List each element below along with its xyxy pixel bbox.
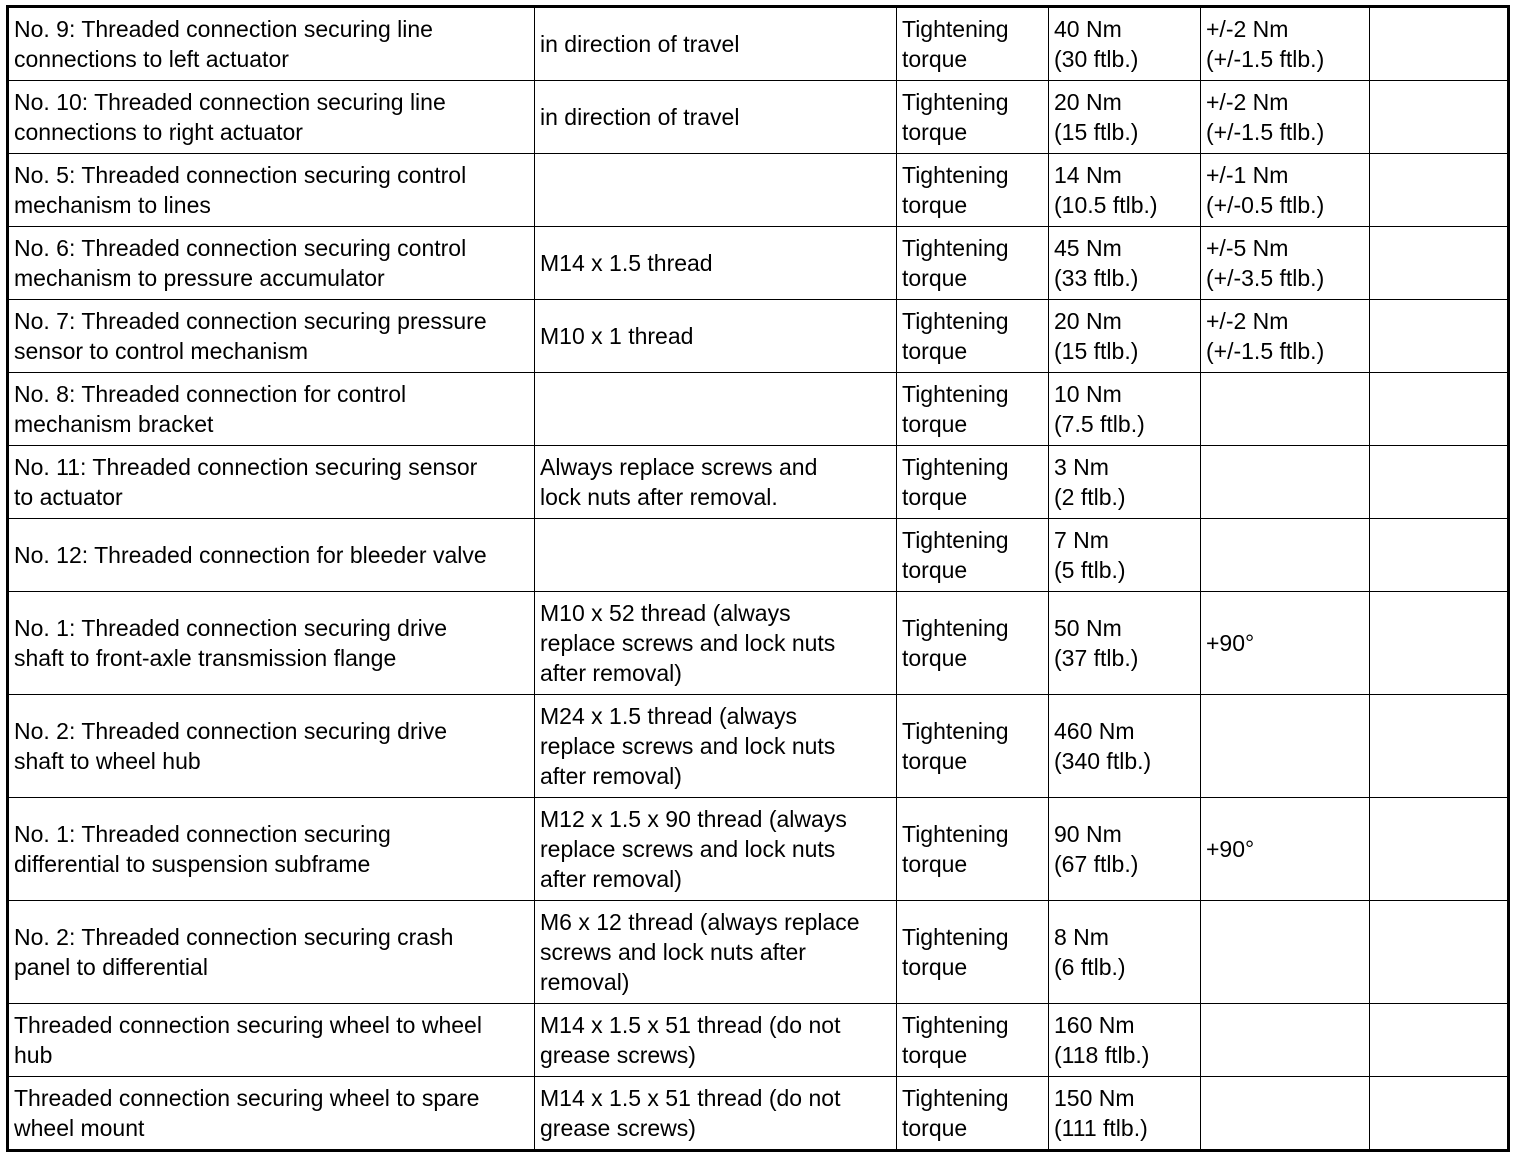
spec-type-cell: Tightening torque	[897, 1077, 1049, 1151]
tolerance-cell: +/-2 Nm (+/-1.5 ftlb.)	[1201, 300, 1370, 373]
table-row	[8, 300, 1509, 373]
empty-extra-cell	[1370, 1004, 1509, 1077]
tolerance-cell	[1201, 901, 1370, 1004]
thread-note-cell: Always replace screws and lock nuts after removal.	[535, 446, 897, 519]
spec-type-cell: Tightening torque	[897, 446, 1049, 519]
thread-note-cell: M10 x 1 thread	[535, 300, 897, 373]
torque-value-cell: 40 Nm (30 ftlb.)	[1049, 7, 1201, 81]
tolerance-cell: +90°	[1201, 592, 1370, 695]
empty-extra-cell	[1370, 300, 1509, 373]
thread-note-cell: in direction of travel	[535, 7, 897, 81]
empty-extra-cell	[1370, 446, 1509, 519]
torque-value-cell: 14 Nm (10.5 ftlb.)	[1049, 154, 1201, 227]
spec-type-cell: Tightening torque	[897, 81, 1049, 154]
table-row	[8, 1077, 1509, 1151]
tolerance-cell	[1201, 1077, 1370, 1151]
thread-note-cell: M12 x 1.5 x 90 thread (always replace screws and lock nuts after removal)	[535, 798, 897, 901]
spec-type-cell: Tightening torque	[897, 1004, 1049, 1077]
tolerance-cell: +/-5 Nm (+/-3.5 ftlb.)	[1201, 227, 1370, 300]
torque-value-cell: 90 Nm (67 ftlb.)	[1049, 798, 1201, 901]
thread-note-cell: M6 x 12 thread (always replace screws and lock nuts after removal)	[535, 901, 897, 1004]
connection-description-cell: No. 10: Threaded connection securing line connections to right actuator	[8, 81, 535, 154]
spec-type-cell: Tightening torque	[897, 592, 1049, 695]
table-row	[8, 798, 1509, 901]
thread-note-cell: M10 x 52 thread (always replace screws and lock nuts after removal)	[535, 592, 897, 695]
connection-description-cell: Threaded connection securing wheel to spare wheel mount	[8, 1077, 535, 1151]
connection-description-cell: No. 2: Threaded connection securing crash panel to differential	[8, 901, 535, 1004]
spec-type-cell: Tightening torque	[897, 227, 1049, 300]
connection-description-cell: No. 1: Threaded connection securing differential to suspension subframe	[8, 798, 535, 901]
connection-description-cell: No. 9: Threaded connection securing line connections to left actuator	[8, 7, 535, 81]
connection-description-cell: No. 5: Threaded connection securing control mechanism to lines	[8, 154, 535, 227]
tolerance-cell	[1201, 446, 1370, 519]
connection-description-cell: No. 11: Threaded connection securing sensor to actuator	[8, 446, 535, 519]
connection-description-cell: No. 12: Threaded connection for bleeder valve	[8, 519, 535, 592]
tolerance-cell: +/-1 Nm (+/-0.5 ftlb.)	[1201, 154, 1370, 227]
spec-type-cell: Tightening torque	[897, 300, 1049, 373]
tolerance-cell	[1201, 373, 1370, 446]
spec-type-cell: Tightening torque	[897, 7, 1049, 81]
tolerance-cell	[1201, 519, 1370, 592]
empty-extra-cell	[1370, 7, 1509, 81]
thread-note-cell: in direction of travel	[535, 81, 897, 154]
connection-description-cell: Threaded connection securing wheel to wheel hub	[8, 1004, 535, 1077]
torque-value-cell: 20 Nm (15 ftlb.)	[1049, 81, 1201, 154]
empty-extra-cell	[1370, 81, 1509, 154]
spec-type-cell: Tightening torque	[897, 519, 1049, 592]
torque-value-cell: 460 Nm (340 ftlb.)	[1049, 695, 1201, 798]
spec-type-cell: Tightening torque	[897, 695, 1049, 798]
empty-extra-cell	[1370, 695, 1509, 798]
torque-value-cell: 7 Nm (5 ftlb.)	[1049, 519, 1201, 592]
table-row	[8, 227, 1509, 300]
thread-note-cell	[535, 519, 897, 592]
empty-extra-cell	[1370, 227, 1509, 300]
torque-value-cell: 45 Nm (33 ftlb.)	[1049, 227, 1201, 300]
tolerance-cell: +90°	[1201, 798, 1370, 901]
torque-value-cell: 50 Nm (37 ftlb.)	[1049, 592, 1201, 695]
torque-value-cell: 160 Nm (118 ftlb.)	[1049, 1004, 1201, 1077]
empty-extra-cell	[1370, 519, 1509, 592]
connection-description-cell: No. 7: Threaded connection securing pressure sensor to control mechanism	[8, 300, 535, 373]
tolerance-cell	[1201, 695, 1370, 798]
empty-extra-cell	[1370, 592, 1509, 695]
spec-type-cell: Tightening torque	[897, 373, 1049, 446]
spec-type-cell: Tightening torque	[897, 154, 1049, 227]
table-row	[8, 592, 1509, 695]
thread-note-cell	[535, 154, 897, 227]
thread-note-cell: M14 x 1.5 thread	[535, 227, 897, 300]
torque-value-cell: 3 Nm (2 ftlb.)	[1049, 446, 1201, 519]
connection-description-cell: No. 2: Threaded connection securing drive shaft to wheel hub	[8, 695, 535, 798]
tolerance-cell	[1201, 1004, 1370, 1077]
connection-description-cell: No. 8: Threaded connection for control mechanism bracket	[8, 373, 535, 446]
thread-note-cell: M14 x 1.5 x 51 thread (do not grease screws)	[535, 1077, 897, 1151]
table-row	[8, 1004, 1509, 1077]
connection-description-cell: No. 1: Threaded connection securing drive shaft to front-axle transmission flange	[8, 592, 535, 695]
table-row	[8, 373, 1509, 446]
torque-specification-table	[6, 5, 1510, 1152]
table-row	[8, 695, 1509, 798]
table-row	[8, 154, 1509, 227]
torque-value-cell: 10 Nm (7.5 ftlb.)	[1049, 373, 1201, 446]
thread-note-cell	[535, 373, 897, 446]
table-row	[8, 901, 1509, 1004]
torque-value-cell: 150 Nm (111 ftlb.)	[1049, 1077, 1201, 1151]
table-row	[8, 446, 1509, 519]
torque-value-cell: 8 Nm (6 ftlb.)	[1049, 901, 1201, 1004]
table-row	[8, 7, 1509, 81]
table-row	[8, 519, 1509, 592]
tolerance-cell: +/-2 Nm (+/-1.5 ftlb.)	[1201, 81, 1370, 154]
torque-value-cell: 20 Nm (15 ftlb.)	[1049, 300, 1201, 373]
empty-extra-cell	[1370, 798, 1509, 901]
connection-description-cell: No. 6: Threaded connection securing control mechanism to pressure accumulator	[8, 227, 535, 300]
table-row	[8, 81, 1509, 154]
thread-note-cell: M14 x 1.5 x 51 thread (do not grease screws)	[535, 1004, 897, 1077]
empty-extra-cell	[1370, 154, 1509, 227]
empty-extra-cell	[1370, 1077, 1509, 1151]
empty-extra-cell	[1370, 901, 1509, 1004]
empty-extra-cell	[1370, 373, 1509, 446]
tolerance-cell: +/-2 Nm (+/-1.5 ftlb.)	[1201, 7, 1370, 81]
spec-type-cell: Tightening torque	[897, 901, 1049, 1004]
thread-note-cell: M24 x 1.5 thread (always replace screws and lock nuts after removal)	[535, 695, 897, 798]
spec-type-cell: Tightening torque	[897, 798, 1049, 901]
